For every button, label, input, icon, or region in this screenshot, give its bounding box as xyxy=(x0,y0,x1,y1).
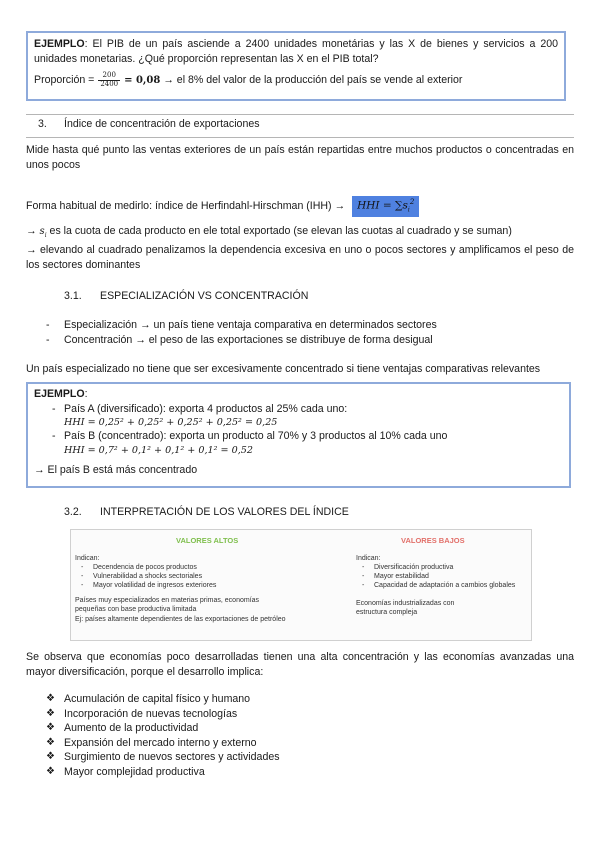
list-item: ❖ Expansión del mercado interno y externo xyxy=(46,736,257,749)
formula-line: Forma habitual de medirlo: índice de Herfindahl-Hirschman (IHH) → HHI = $\sum s_i^2$ xyxy=(26,196,574,217)
equation-b: HHI = 0,7² + 0,1² + 0,1² + 0,1² = 0,52 xyxy=(64,445,253,457)
note-share: → $s_i$ es la cuota de cada producto en ele total exportado (se elevan las cuotas al cuadrado y se suman) xyxy=(26,225,512,240)
diamond-bullet-icon: ❖ xyxy=(46,722,55,734)
example-conclusion: → El país B está más concentrado xyxy=(34,464,198,477)
list-item: - Diversificación productiva xyxy=(362,564,454,572)
list-item: - Concentración → el peso de las exportaciones se distribuye de forma desigual xyxy=(46,333,433,346)
example-1-text: EJEMPLO: El PIB de un país asciende a 2400 unidades monetárias y las X de bienes y servicios a 200 unidades monetarias. ¿Qué proporción representan las X en el PIB total? xyxy=(34,38,558,65)
list-item: ❖ Mayor complejidad productiva xyxy=(46,766,205,779)
low-values-column: Indican: - Diversificación productiva - Mayor estabilidad - Capacidad de adaptación a cambios globales Economías industrializadas con estructura compleja xyxy=(356,554,526,618)
list-item: - Decendencia de pocos productos xyxy=(81,564,197,572)
example-box-1 xyxy=(26,31,566,101)
example-box-2: EJEMPLO: - País A (diversificado): exporta 4 productos al 25% cada uno: HHI = 0,25² + 0,25² + 0,25² + 0,25² = 0,25 - País B (concentrado): exporta un producto al 70% y 3 productos al 10% cada uno HHI = 0,7² + 0,1² + 0,1² + 0,1² = 0,52 → El país B está más concentrado xyxy=(26,382,571,488)
list-item: ❖ Aumento de la productividad xyxy=(46,722,199,735)
list-item: ❖ Surgimiento de nuevos sectores y actividades xyxy=(46,751,280,764)
hhi-formula: HHI = $\sum s_i^2$ xyxy=(352,196,419,217)
intro-paragraph: Mide hasta qué punto las ventas exteriores de un país están repartidas entre muchos productos o concentradas en unos pocos xyxy=(26,144,574,171)
section-3-1-heading: 3.1. ESPECIALIZACIÓN VS CONCENTRACIÓN xyxy=(64,290,309,302)
proportion-line: Proporción = $\frac{200}{2400}$ = 0,08 → el 8% del valor de la producción del país se vende al exterior xyxy=(34,71,463,88)
diamond-bullet-icon: ❖ xyxy=(46,766,55,778)
country-b: - País B (concentrado): exporta un producto al 70% y 3 productos al 10% cada uno xyxy=(52,430,448,443)
section-3-2-heading: 3.2. INTERPRETACIÓN DE LOS VALORES DEL ÍNDICE xyxy=(64,506,349,518)
section-3-heading: 3. Índice de concentración de exportaciones xyxy=(38,118,260,130)
high-values-title: VALORES ALTOS xyxy=(176,536,239,545)
development-list xyxy=(46,692,280,780)
divider xyxy=(26,114,574,115)
high-values-column: Indican: - Decendencia de pocos productos - Vulnerabilidad a shocks sectoriales - Mayor volatilidad de ingresos exteriores Países muy especializados en materias primas, economías pequeñas con base productiva limitada Ej: países altamente dependientes de las exportaciones de petróleo xyxy=(75,554,345,624)
low-values-title: VALORES BAJOS xyxy=(401,536,465,545)
list-item: ❖ Acumulación de capital físico y humano xyxy=(46,693,251,705)
list-item: - Mayor estabilidad xyxy=(362,573,429,581)
example-label: EJEMPLO xyxy=(34,388,85,400)
equation-a: HHI = 0,25² + 0,25² + 0,25² + 0,25² = 0,25 xyxy=(64,417,278,429)
diamond-bullet-icon: ❖ xyxy=(46,751,55,763)
list-item: ❖ Incorporación de nuevas tecnologías xyxy=(46,707,238,720)
closing-paragraph: Se observa que economías poco desarrolladas tienen una alta concentración y las economías avanzadas una mayor diversificación, porque el desarrollo implica: xyxy=(26,651,574,678)
example-label: EJEMPLO xyxy=(34,38,85,50)
index-values-table xyxy=(70,529,532,641)
list-item: - Mayor volatilidad de ingresos exteriores xyxy=(81,582,217,590)
fraction: $\frac{200}{2400}$ xyxy=(100,71,119,88)
spec-note: Un país especializado no tiene que ser excesivamente concentrado si tiene ventajas comparativas relevantes xyxy=(26,363,541,375)
country-a: - País A (diversificado): exporta 4 productos al 25% cada uno: xyxy=(52,402,348,415)
divider xyxy=(26,137,574,138)
diamond-bullet-icon: ❖ xyxy=(46,693,55,704)
spec-list xyxy=(46,318,437,347)
diamond-bullet-icon: ❖ xyxy=(46,707,55,719)
note-square: → elevando al cuadrado penalizamos la dependencia excesiva en uno o pocos sectores y amplificamos el peso de los sectores dominantes xyxy=(26,244,574,271)
list-item: - Especialización → un país tiene ventaja comparativa en determinados sectores xyxy=(46,319,437,331)
list-item: - Vulnerabilidad a shocks sectoriales xyxy=(81,573,203,581)
diamond-bullet-icon: ❖ xyxy=(46,736,55,748)
list-item: - Capacidad de adaptación a cambios globales xyxy=(362,582,516,590)
